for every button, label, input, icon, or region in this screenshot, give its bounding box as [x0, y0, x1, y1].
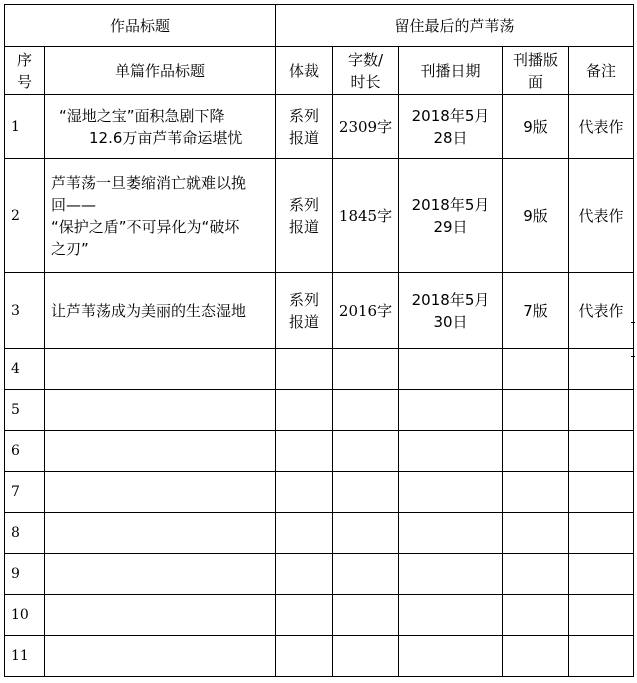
empty-cell [569, 513, 634, 554]
row-note: 代表作 [569, 159, 634, 273]
row-genre [276, 159, 333, 273]
empty-cell [399, 390, 503, 431]
empty-cell [276, 554, 333, 595]
empty-cell [333, 636, 399, 677]
empty-row [5, 513, 634, 554]
empty-cell [45, 554, 276, 595]
empty-cell [276, 636, 333, 677]
empty-cell [399, 472, 503, 513]
empty-row [5, 636, 634, 677]
col-page-header-line: 刊播版 [512, 50, 558, 69]
empty-cell [399, 595, 503, 636]
empty-row [5, 390, 634, 431]
col-seq-header-line: 号 [16, 72, 32, 91]
table-row [5, 95, 634, 159]
col-length-header-line: 字数/ [347, 50, 384, 69]
empty-cell [333, 431, 399, 472]
col-page-header-line: 面 [527, 72, 543, 91]
row-note: 代表作 [569, 273, 634, 349]
empty-cell [503, 595, 569, 636]
row-genre-line: 系列 [288, 106, 319, 125]
row-length: 2309字 [333, 95, 399, 159]
row-number: 6 [5, 431, 45, 472]
col-title-header: 单篇作品标题 [45, 47, 276, 95]
col-seq-header-line: 序 [16, 50, 32, 69]
empty-cell [503, 472, 569, 513]
empty-cell [569, 595, 634, 636]
row-title [45, 273, 276, 349]
empty-cell [45, 390, 276, 431]
row-genre-line: 系列 [288, 290, 319, 309]
row-page: 7版 [503, 273, 569, 349]
col-length-header-line: 时长 [350, 72, 381, 91]
row-number: 9 [5, 554, 45, 595]
row-number: 10 [5, 595, 45, 636]
row-number: 1 [5, 95, 45, 159]
empty-cell [399, 636, 503, 677]
row-genre-line: 报道 [288, 128, 319, 147]
work-title-value [276, 5, 634, 47]
empty-cell [276, 349, 333, 390]
empty-cell [399, 513, 503, 554]
empty-cell [45, 472, 276, 513]
empty-cell [569, 349, 634, 390]
table-row [5, 159, 634, 273]
row-genre-line: 报道 [288, 312, 319, 331]
empty-cell [399, 554, 503, 595]
row-length: 1845字 [333, 159, 399, 273]
row-title-line: 回—— [51, 195, 97, 214]
work-entry-form [4, 4, 633, 680]
empty-cell [503, 390, 569, 431]
row-title [45, 159, 276, 273]
row-number: 4 [5, 349, 45, 390]
col-date-header: 刊播日期 [399, 47, 503, 95]
empty-cell [399, 349, 503, 390]
row-date-line: 28日 [433, 128, 468, 147]
row-title-line: 之刃” [51, 239, 89, 258]
empty-cell [503, 554, 569, 595]
row-genre-line: 报道 [288, 217, 319, 236]
row-number: 8 [5, 513, 45, 554]
table-row [5, 273, 634, 349]
empty-cell [503, 349, 569, 390]
work-title-label [5, 5, 276, 47]
empty-cell [333, 472, 399, 513]
work-title-label-text: 作品标题 [109, 16, 170, 35]
row-page: 9版 [503, 159, 569, 273]
row-title-line: 芦苇荡一旦萎缩消亡就难以挽 [51, 173, 247, 192]
empty-cell [45, 349, 276, 390]
row-date-line: 29日 [433, 217, 468, 236]
empty-cell [399, 431, 503, 472]
empty-row [5, 472, 634, 513]
empty-cell [276, 390, 333, 431]
empty-cell [503, 431, 569, 472]
empty-row [5, 349, 634, 390]
row-title-line: “保护之盾”不可异化为“破坏 [51, 217, 240, 236]
works-table [4, 4, 634, 677]
empty-cell [503, 636, 569, 677]
row-note: 代表作 [569, 95, 634, 159]
col-page-header [503, 47, 569, 95]
row-number: 11 [5, 636, 45, 677]
empty-cell [45, 636, 276, 677]
empty-cell [276, 431, 333, 472]
empty-row [5, 554, 634, 595]
col-note-header: 备注 [569, 47, 634, 95]
row-genre [276, 95, 333, 159]
empty-cell [569, 554, 634, 595]
row-number: 5 [5, 390, 45, 431]
col-genre-header: 体裁 [276, 47, 333, 95]
edge-tick [631, 356, 635, 357]
empty-row [5, 431, 634, 472]
row-date-line: 2018年5月 [411, 195, 490, 214]
empty-cell [276, 513, 333, 554]
row-title-line: “湿地之宝”面积急剧下降 [59, 106, 225, 125]
row-date-line: 30日 [433, 312, 468, 331]
row-number: 2 [5, 159, 45, 273]
empty-cell [569, 431, 634, 472]
row-date [399, 273, 503, 349]
empty-cell [45, 513, 276, 554]
row-date [399, 95, 503, 159]
empty-cell [333, 595, 399, 636]
empty-cell [333, 513, 399, 554]
row-date-line: 2018年5月 [411, 290, 490, 309]
row-genre-line: 系列 [288, 195, 319, 214]
empty-cell [333, 554, 399, 595]
empty-cell [333, 349, 399, 390]
row-title-line: 让芦苇荡成为美丽的生态湿地 [51, 301, 247, 320]
header-row [5, 5, 634, 47]
row-date-line: 2018年5月 [411, 106, 490, 125]
empty-cell [45, 595, 276, 636]
empty-cell [333, 390, 399, 431]
empty-row [5, 595, 634, 636]
column-header-row [5, 47, 634, 95]
row-number: 7 [5, 472, 45, 513]
empty-cell [569, 472, 634, 513]
empty-cell [569, 390, 634, 431]
row-page: 9版 [503, 95, 569, 159]
row-number: 3 [5, 273, 45, 349]
edge-tick [631, 322, 635, 323]
row-title-line: 12.6万亩芦苇命运堪忧 [89, 128, 243, 147]
row-title [45, 95, 276, 159]
empty-cell [276, 472, 333, 513]
col-seq-header [5, 47, 45, 95]
work-title-value-text: 留住最后的芦苇荡 [394, 16, 515, 35]
row-date [399, 159, 503, 273]
empty-cell [276, 595, 333, 636]
row-genre [276, 273, 333, 349]
empty-cell [45, 431, 276, 472]
row-length: 2016字 [333, 273, 399, 349]
col-length-header [333, 47, 399, 95]
empty-cell [503, 513, 569, 554]
empty-cell [569, 636, 634, 677]
